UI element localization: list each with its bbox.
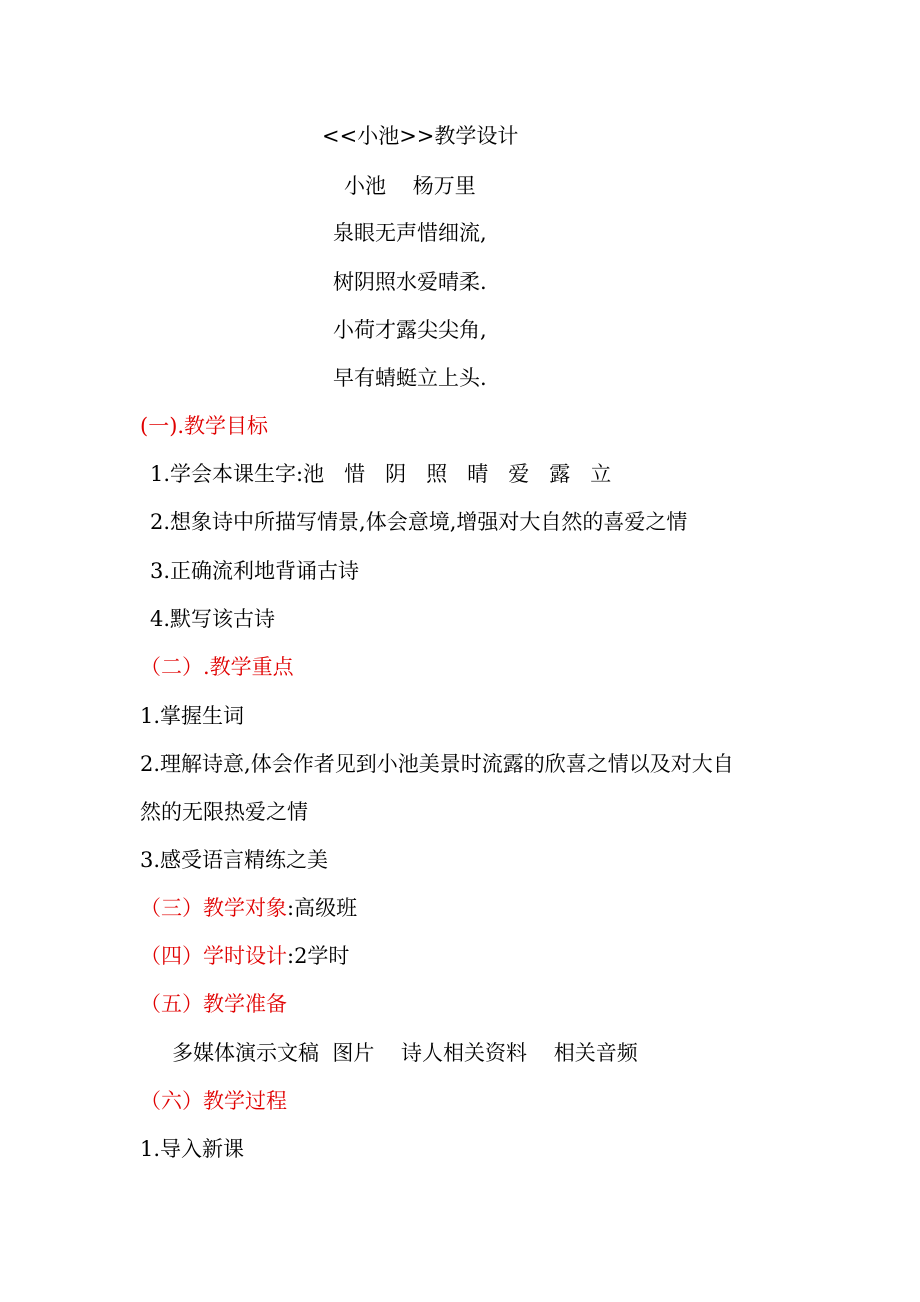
- key-point-item: 然的无限热爱之情: [140, 800, 308, 824]
- section-heading-preparation: （五）教学准备: [140, 992, 287, 1016]
- section-heading-hours: （四）学时设计: [140, 944, 287, 968]
- key-point-item: 3.感受语言精练之美: [140, 848, 329, 872]
- poem-line: 泉眼无声惜细流,: [333, 221, 487, 245]
- section-heading-process: （六）教学过程: [140, 1089, 287, 1113]
- section-heading-key-points: （二）.教学重点: [140, 655, 294, 679]
- poem-heading: 小池 杨万里: [344, 174, 476, 198]
- hours-value: :2学时: [287, 944, 350, 968]
- poem-line: 树阴照水爱晴柔.: [333, 270, 487, 294]
- poem-line: 小荷才露尖尖角,: [333, 318, 487, 342]
- objective-item: 3.正确流利地背诵古诗: [150, 559, 360, 583]
- key-point-item: 2.理解诗意,体会作者见到小池美景时流露的欣喜之情以及对大自: [140, 752, 734, 776]
- section-hours: [140, 942, 349, 970]
- audience-value: :高级班: [287, 896, 358, 920]
- objective-item: 4.默写该古诗: [150, 607, 276, 631]
- process-item: 1.导入新课: [140, 1137, 245, 1161]
- section-heading-audience: （三）教学对象: [140, 896, 287, 920]
- section-heading-objectives: (一).教学目标: [140, 414, 269, 438]
- objective-item: 2.想象诗中所描写情景,体会意境,增强对大自然的喜爱之情: [150, 510, 688, 534]
- document-title: <<小池>>教学设计: [322, 124, 519, 148]
- preparation-value: 多媒体演示文稿 图片 诗人相关资料 相关音频: [172, 1041, 638, 1065]
- objective-item: 1.学会本课生字:池 惜 阴 照 晴 爱 露 立: [150, 462, 612, 486]
- key-point-item: 1.掌握生词: [140, 704, 245, 728]
- poem-line: 早有蜻蜓立上头.: [333, 366, 487, 390]
- section-audience: [140, 894, 357, 922]
